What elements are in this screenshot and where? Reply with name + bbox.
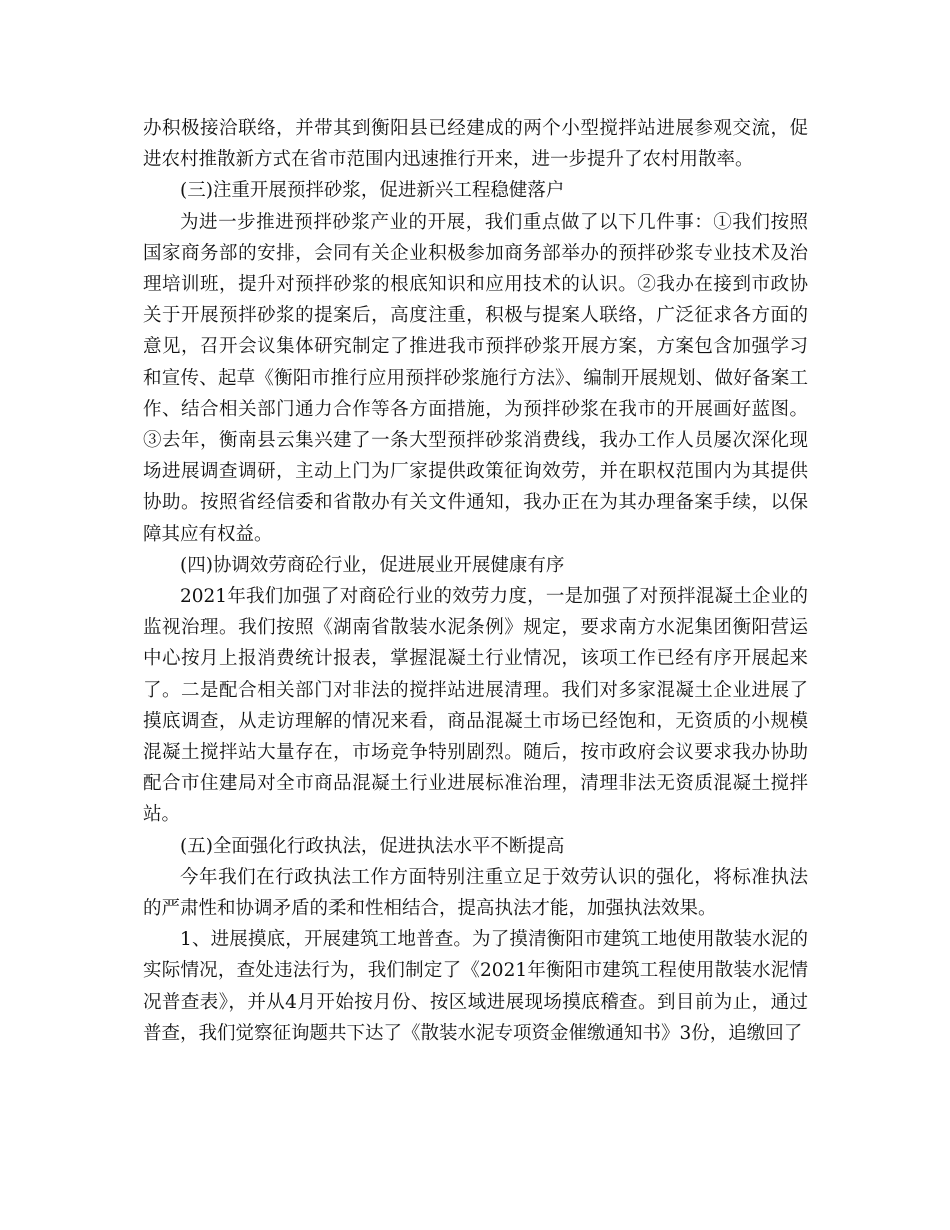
paragraph-survey: 1、进展摸底，开展建筑工地普查。为了摸清衡阳市建筑工地使用散装水泥的实际情况，查处违法行为，我们制定了《2021年衡阳市建筑工程使用散装水泥情况普查表》，并从4月开始按月份、按区域进展现场摸底稽查。到目前为止，通过普查，我们觉察征询题共下达了《散装水泥专项资金催缴通知书》3份，追缴回了 (143, 929, 808, 1044)
paragraph-continuation: 办积极接洽联络，并带其到衡阳县已经建成的两个小型搅拌站进展参观交流，促进农村推散新方式在省市范围内迅速推行开来，进一步提升了农村用散率。 (143, 118, 808, 171)
section-heading-4: (四)协调效劳商砼行业，促进展业开展健康有序 (180, 554, 565, 576)
document-page (143, 113, 808, 1049)
paragraph-mortar: 为进一步推进预拌砂浆产业的开展，我们重点做了以下几件事：①我们按照国家商务部的安排，会同有关企业积极参加商务部举办的预拌砂浆专业技术及治理培训班，提升对预拌砂浆的根底知识和应用技术的认识。②我办在接到市政协关于开展预拌砂浆的提案后，高度注重，积极与提案人联络，广泛征求各方面的意见，召开会议集体研究制定了推进我市预拌砂浆开展方案，方案包含加强学习和宣传、起草《衡阳市推行应用预拌砂浆施行方法》、编制开展规划、做好备案工作、结合相关部门通力合作等各方面措施，为预拌砂浆在我市的开展画好蓝图。③去年，衡南县云集兴建了一条大型预拌砂浆消费线，我办工作人员屡次深化现场进展调查调研，主动上门为厂家提供政策征询效劳，并在职权范围内为其提供协助。按照省经信委和省散办有关文件通知，我办正在为其办理备案手续，以保障其应有权益。 (143, 211, 808, 545)
section-heading-3: (三)注重开展预拌砂浆，促进新兴工程稳健落户 (180, 180, 565, 202)
section-heading-5: (五)全面强化行政执法，促进执法水平不断提高 (180, 835, 565, 857)
paragraph-enforcement: 今年我们在行政执法工作方面特别注重立足于效劳认识的强化，将标准执法的严肃性和协调矛盾的柔和性相结合，提高执法才能，加强执法效果。 (143, 866, 808, 920)
paragraph-concrete: 2021年我们加强了对商砼行业的效劳力度，一是加强了对预拌混凝土企业的监视治理。我们按照《湖南省散装水泥条例》规定，要求南方水泥集团衡阳营运中心按月上报消费统计报表，掌握混凝土行业情况，该项工作已经有序开展起来了。二是配合相关部门对非法的搅拌站进展清理。我们对多家混凝土企业进展了摸底调查，从走访理解的情况来看，商品混凝土市场已经饱和，无资质的小规模混凝土搅拌站大量存在，市场竞争特别剧烈。随后，按市政府会议要求我办协助配合市住建局对全市商品混凝土行业进展标准治理，清理非法无资质混凝土搅拌站。 (143, 586, 808, 826)
